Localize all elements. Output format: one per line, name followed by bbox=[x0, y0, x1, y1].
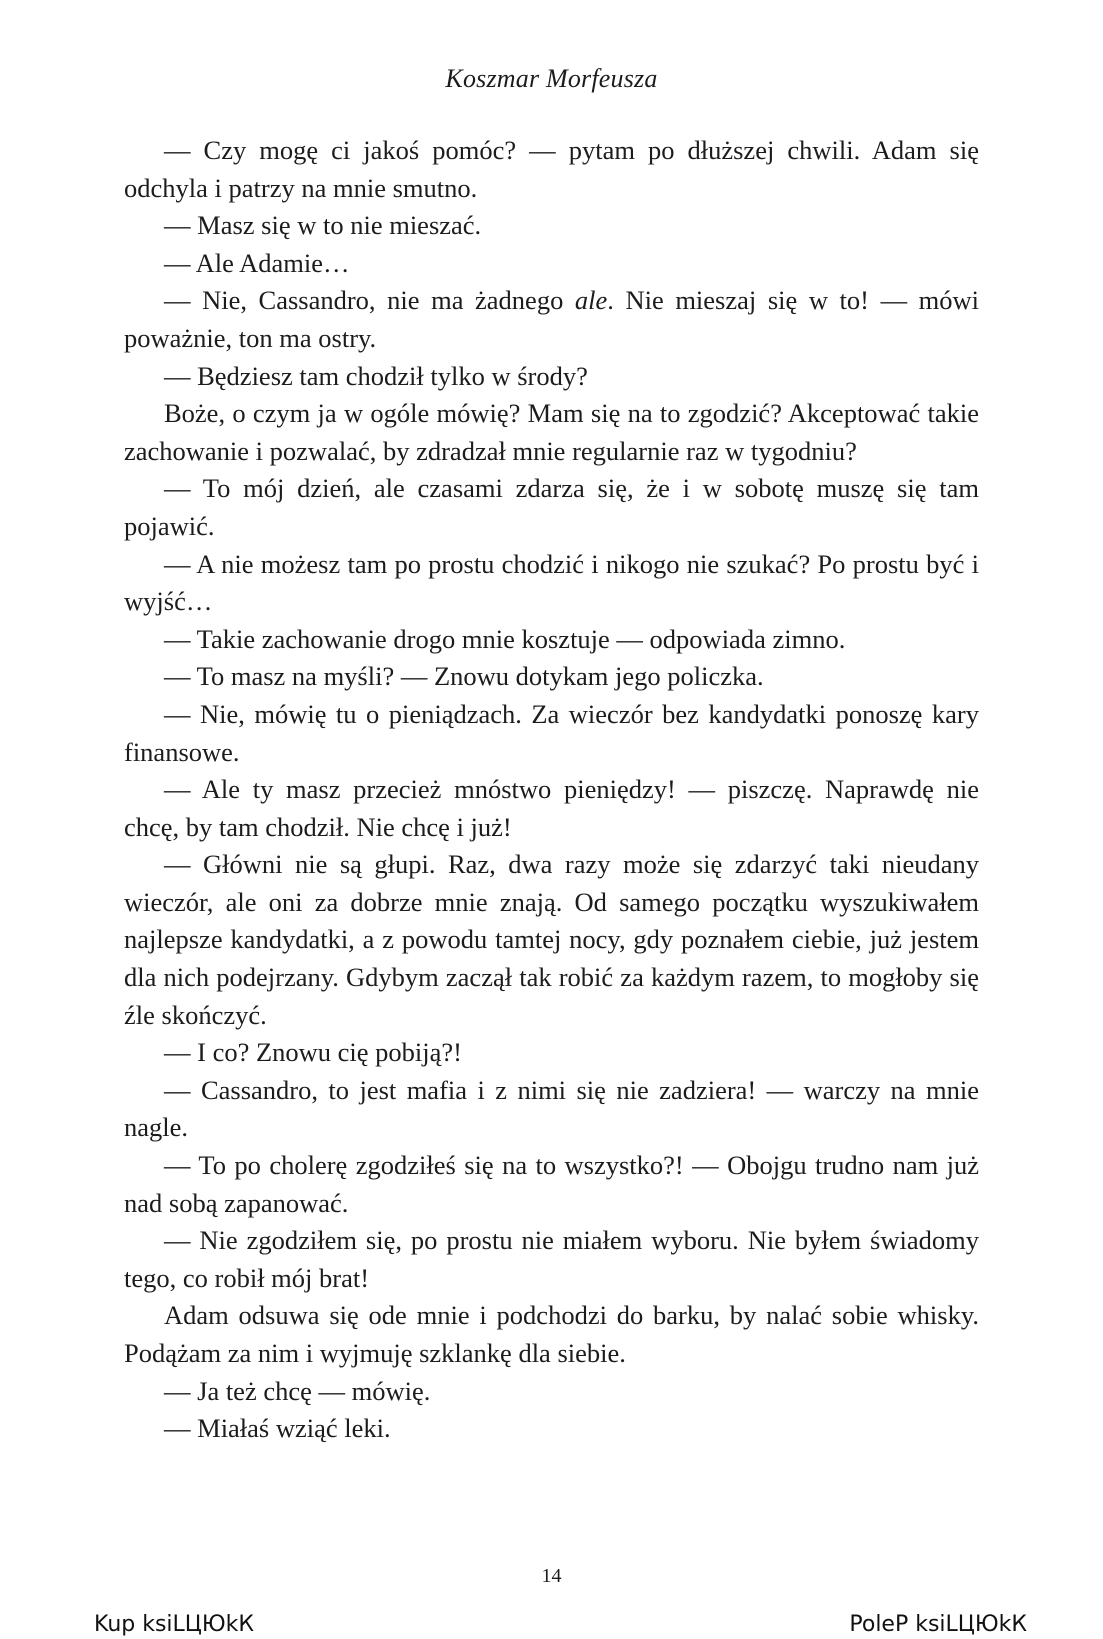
paragraph: Boże, o czym ja w ogóle mówię? Mam się na to zgodzić? Akceptować takie zachowanie i pozwalać, by zdradzał mnie regularnie raz w tygodniu? bbox=[124, 398, 979, 466]
emphasized-word: ale bbox=[574, 285, 608, 316]
recommend-book-link[interactable]: PoleР ksiLЦЮkК bbox=[849, 1612, 1027, 1637]
paragraph: — Główni nie są głupi. Raz, dwa razy może się zdarzyć taki nieudany wieczór, ale oni za dobrze mnie znają. Od samego początku wyszukiwałem najlepsze kandydatki, a z powodu tamtej nocy, gdy poznałem ciebie, już jestem dla nich podejrzany. Gdybym zaczął tak robić za każdym razem, to mogłoby się źle skończyć. bbox=[124, 849, 979, 1030]
paragraph: — Ale ty masz przecież mnóstwo pieniędzy! — piszczę. Naprawdę nie chcę, by tam chodził. Nie chcę i już! bbox=[124, 774, 979, 842]
paragraph: — Masz się w to nie mieszać. bbox=[164, 210, 482, 241]
paragraph: — A nie możesz tam po prostu chodzić i nikogo nie szukać? Po prostu być i wyjść… bbox=[124, 548, 979, 617]
paragraph: — Nie zgodziłem się, po prostu nie miałem wyboru. Nie byłem świadomy tego, co robił mój brat! bbox=[124, 1225, 979, 1293]
paragraph: — Ja też chcę — mówię. bbox=[164, 1375, 431, 1406]
buy-book-link[interactable]: Kup ksiLЦЮkК bbox=[94, 1612, 254, 1637]
paragraph: Adam odsuwa się ode mnie i podchodzi do barku, by nalać sobie whisky. Podążam za nim i wyjmuję szklankę dla siebie. bbox=[124, 1300, 979, 1368]
paragraph: — To mój dzień, ale czasami zdarza się, że i w sobotę muszę się tam pojawić. bbox=[124, 473, 979, 541]
paragraph: — Cassandro, to jest mafia i z nimi się nie zadziera! — warczy na mnie nagle. bbox=[124, 1074, 979, 1143]
paragraph: — Czy mogę ci jakoś pomóc? — pytam po dłuższej chwili. Adam się odchyla i patrzy na mnie smutno. bbox=[124, 135, 979, 203]
paragraph: — To po cholerę zgodziłeś się na to wszystko?! — Obojgu trudno nam już nad sobą zapanować. bbox=[124, 1150, 979, 1218]
running-title: Koszmar Morfeusza bbox=[445, 64, 658, 93]
paragraph: — Będziesz tam chodził tylko w środy? bbox=[164, 360, 588, 391]
paragraph: — Takie zachowanie drogo mnie kosztuje — odpowiada zimno. bbox=[164, 623, 846, 654]
page-number: 14 bbox=[541, 1565, 562, 1587]
paragraph: — Nie, mówię tu o pieniądzach. Za wieczór bez kandydatki ponoszę kary finansowe. bbox=[124, 698, 979, 767]
paragraph-with-emphasis bbox=[124, 282, 979, 357]
paragraph-text: . Nie mieszaj się w to! — mówi poważnie, ton ma ostry. bbox=[124, 285, 980, 353]
paragraph: — To masz na myśli? — Znowu dotykam jego policzka. bbox=[164, 661, 764, 692]
paragraph-text: — Nie, Cassandro, nie ma żadnego bbox=[164, 285, 575, 316]
paragraph: — Ale Adamie… bbox=[164, 247, 350, 278]
paragraph: — Miałaś wziąć leki. bbox=[164, 1413, 391, 1444]
paragraph: — I co? Znowu cię pobiją?! bbox=[164, 1037, 463, 1068]
text-block bbox=[124, 132, 979, 1448]
